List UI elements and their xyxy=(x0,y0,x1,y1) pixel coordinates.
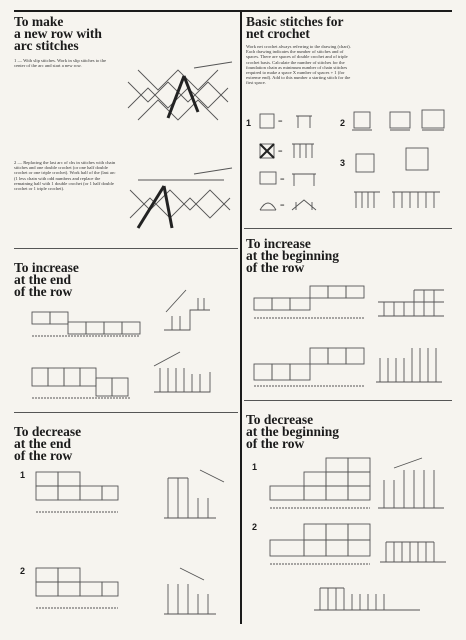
step-number: 2 xyxy=(252,522,258,532)
equals-sign: = xyxy=(280,175,285,184)
text-basic-stitches: Work net crochet always referring to the drawing (chart). Each drawing indicates the number of stitches and of spaces. There are spaces of double crochet and of triple crochet basis. Calculate the number of stitches for the foundation chain as minimum number of chain stitches required to make a space X number of spaces + 1 (for extreme end). Add to this number a starting stitch for the first space. xyxy=(246,44,351,86)
decrease-beginning-sketch-2 xyxy=(376,522,456,572)
section-divider xyxy=(244,400,452,401)
section-divider xyxy=(14,412,238,413)
arc-net-diagram-2 xyxy=(124,166,234,236)
heading-increase-end: To increase at the end of the row xyxy=(14,260,79,299)
increase-end-chart-2 xyxy=(30,362,140,402)
decrease-beginning-sketch-1 xyxy=(374,456,454,516)
decrease-end-chart-2 xyxy=(34,566,124,616)
step-number: 2 xyxy=(20,566,26,576)
increase-beginning-chart-1 xyxy=(250,284,370,324)
step-number: 1 xyxy=(252,462,258,472)
increase-end-chart-1 xyxy=(30,300,150,340)
text-arc-step-2: 2 — Replacing the last arc of chs in stitches with chain stitches and one double crochet (or one half double crochet or one triple crochet). Work half of the (last arc (1 less chain with odd numbers and replace the remaining half with 1 double crochet (or 1 half double crochet or 1 triple crochet). xyxy=(14,160,116,192)
decrease-beginning-chart-1 xyxy=(266,456,376,516)
increase-end-sketch-1 xyxy=(160,290,220,340)
section-divider xyxy=(244,228,452,229)
heading-new-row-arc: To make a new row with arc stitches xyxy=(14,14,102,53)
decrease-end-sketch-2 xyxy=(160,564,230,620)
heading-decrease-beginning: To decrease at the beginning of the row xyxy=(246,412,340,451)
section-divider xyxy=(14,248,238,249)
increase-beginning-chart-2 xyxy=(250,346,370,390)
increase-end-sketch-2 xyxy=(150,352,220,398)
decrease-beginning-chart-2 xyxy=(266,520,376,580)
basic-stitch-symbols xyxy=(258,112,348,222)
arc-net-diagram-1 xyxy=(124,62,234,132)
heading-basic-stitches: Basic stitches for net crochet xyxy=(246,14,344,41)
decrease-end-sketch-1 xyxy=(160,468,230,524)
step-number: 1 xyxy=(20,470,26,480)
equals-sign: = xyxy=(278,147,283,156)
step-number: 2 xyxy=(340,118,346,128)
heading-decrease-end: To decrease at the end of the row xyxy=(14,424,82,463)
heading-increase-beginning: To increase at the beginning of the row xyxy=(246,236,340,275)
step-number: 1 xyxy=(246,118,252,128)
step-number: 3 xyxy=(340,158,346,168)
equals-sign: = xyxy=(278,117,283,126)
top-rule xyxy=(14,10,452,12)
net-space-diagrams xyxy=(350,108,450,218)
increase-beginning-sketch-2 xyxy=(372,344,452,388)
equals-sign: = xyxy=(280,201,285,210)
increase-beginning-sketch-1 xyxy=(374,282,454,322)
column-divider xyxy=(240,12,242,624)
decrease-beginning-sketch-3 xyxy=(310,580,430,620)
decrease-end-chart-1 xyxy=(34,470,124,520)
text-arc-step-1: 1 — With slip stitches. Work in slip stitches to the center of the arc and start a new row. xyxy=(14,58,107,69)
